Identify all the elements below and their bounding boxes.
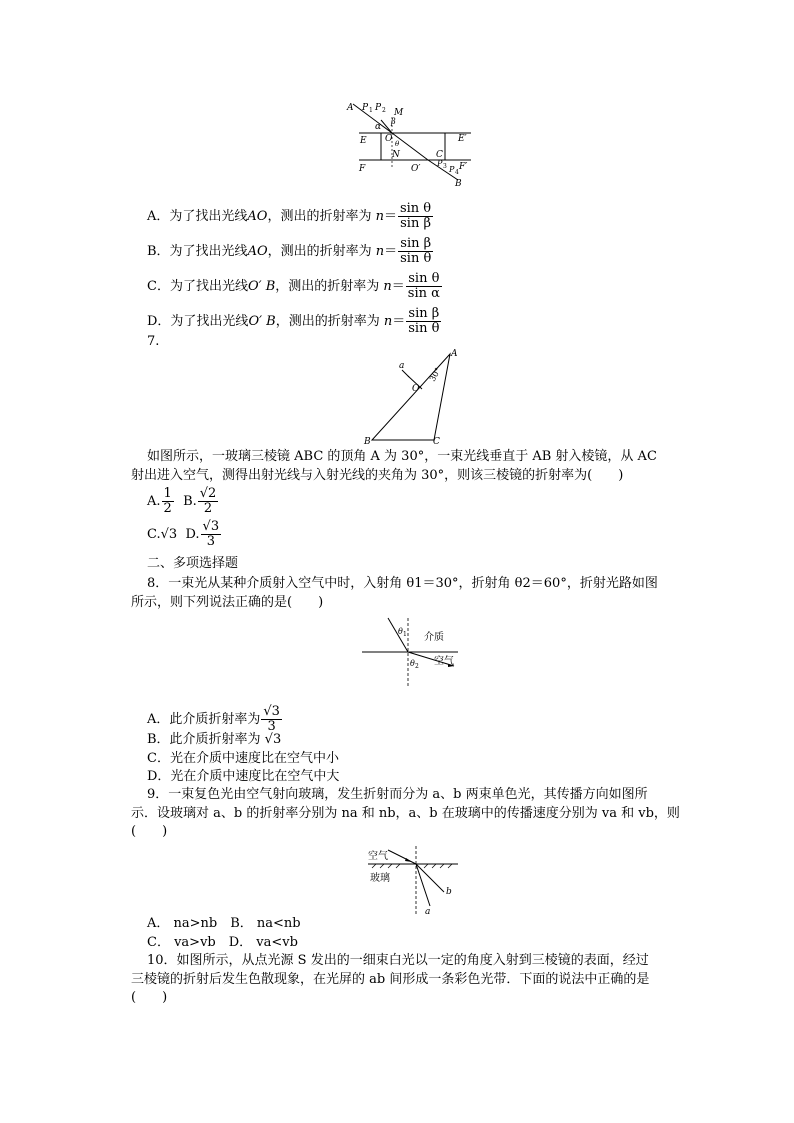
- label-alpha: α: [375, 122, 382, 132]
- svg-text:1: 1: [403, 631, 407, 638]
- q8-stem-line2: 所示，则下列说法正确的是( ): [131, 595, 324, 610]
- label-beta: β: [391, 117, 396, 126]
- glass-slab-figure: [345, 100, 475, 190]
- label-P2: P: [375, 103, 382, 113]
- q8-option-a: A．此介质折射率为 $\frac{√3}{3}$: [147, 704, 280, 734]
- svg-text:2: 2: [415, 663, 419, 670]
- label-F: F: [359, 164, 366, 174]
- label-b: b: [446, 887, 452, 897]
- refraction-figure: [360, 616, 460, 691]
- q10-stem-line2: 三棱镜的折射后发生色散现象，在光屏的 ab 间形成一条彩色光带．下面的说法中正确的是: [131, 972, 650, 987]
- svg-text:4: 4: [455, 169, 459, 176]
- svg-text:2: 2: [382, 107, 386, 114]
- label-theta1: θ: [398, 627, 403, 636]
- section-heading: 二、多项选择题: [147, 556, 239, 571]
- label-C: C: [433, 437, 440, 446]
- q7-stem-line1: 如图所示，一玻璃三棱镜 ABC 的顶角 A 为 30°，一束光线垂直于 AB 射入棱镜，从 AC: [147, 449, 657, 464]
- q9-stem-line1: 9．一束复色光由空气射向玻璃，发生折射而分为 a、b 两束单色光，其传播方向如图所: [147, 787, 648, 802]
- label-a: a: [399, 361, 405, 371]
- label-air: 空气: [434, 656, 454, 667]
- label-angle: 30°: [427, 366, 443, 383]
- q8-stem-line1: 8．一束光从某种介质射入空气中时，入射角 θ1＝30°，折射角 θ2＝60°，折射光路如图: [147, 576, 658, 591]
- label-B: B: [364, 437, 371, 446]
- q6-option-d: D．为了找出光线O′ B，测出的折射率为 n＝ $\frac{\text{sin β}}{\text{sin θ}}$: [147, 306, 440, 336]
- label-C: C: [436, 150, 443, 160]
- q9-options-cd: C． va>vb D． va<vb: [147, 935, 298, 950]
- label-a: a: [425, 907, 431, 916]
- q8-option-b: B．此介质折射率为 √3: [147, 732, 282, 747]
- label-P1: P: [362, 103, 369, 113]
- q6-option-a: A．为了找出光线AO，测出的折射率为 n＝ $\frac{\text{sin θ}}{\text{sin β}}$: [147, 201, 432, 231]
- q9-options-ab: A． na>nb B． na<nb: [147, 916, 301, 931]
- q10-stem-line1: 10．如图所示，从点光源 S 发出的一细束白光以一定的角度入射到三棱镜的表面，经过: [147, 953, 649, 968]
- label-theta: θ: [395, 140, 400, 148]
- label-O: O: [385, 134, 393, 144]
- label-Ep: E′: [458, 134, 467, 144]
- label-A: A: [451, 349, 458, 359]
- label-air: 空气: [368, 851, 388, 862]
- label-glass: 玻璃: [370, 873, 390, 884]
- label-M: M: [394, 108, 404, 118]
- svg-text:1: 1: [369, 107, 373, 114]
- q7-options-ab: A. $\frac{1}{2}$ B. $\frac{√2}{2}$: [147, 486, 217, 516]
- q6-option-b: B．为了找出光线AO，测出的折射率为 n＝ $\frac{\text{sin β}}{\text{sin θ}}$: [147, 236, 432, 266]
- q8-option-d: D．光在介质中速度比在空气中大: [147, 769, 340, 784]
- q6-option-c: C．为了找出光线O′ B，测出的折射率为 n＝ $\frac{\text{sin θ}}{\text{sin α}}$: [147, 271, 440, 301]
- label-B: B: [455, 179, 462, 189]
- label-O: O: [412, 384, 420, 394]
- q7-number: 7.: [147, 334, 160, 349]
- label-A: A: [347, 103, 354, 113]
- label-P4: P: [449, 165, 455, 174]
- label-P3: P: [437, 159, 443, 168]
- svg-text:3: 3: [443, 163, 447, 170]
- dispersion-figure: [366, 844, 462, 916]
- q7-stem-line2: 射出进入空气，测得出射光线与入射光线的夹角为 30°，则该三棱镜的折射率为( ): [131, 468, 624, 483]
- label-E: E: [360, 136, 367, 146]
- label-Fp: F′: [459, 162, 468, 172]
- prism-figure: [362, 346, 462, 446]
- q8-option-c: C．光在介质中速度比在空气中小: [147, 751, 339, 766]
- label-N: N: [392, 150, 400, 160]
- q9-stem-line2: 示．设玻璃对 a、b 的折射率分别为 na 和 nb，a、b 在玻璃中的传播速度分别为 va 和 vb，则: [131, 806, 680, 821]
- q10-stem-line3: ( ): [131, 990, 168, 1005]
- label-theta2: θ: [410, 659, 415, 668]
- q9-stem-line3: ( ): [131, 824, 168, 839]
- label-medium: 介质: [424, 632, 444, 643]
- label-Op: O′: [411, 164, 421, 174]
- q7-options-cd: C.√3 D. $\frac{√3}{3}$: [147, 519, 220, 549]
